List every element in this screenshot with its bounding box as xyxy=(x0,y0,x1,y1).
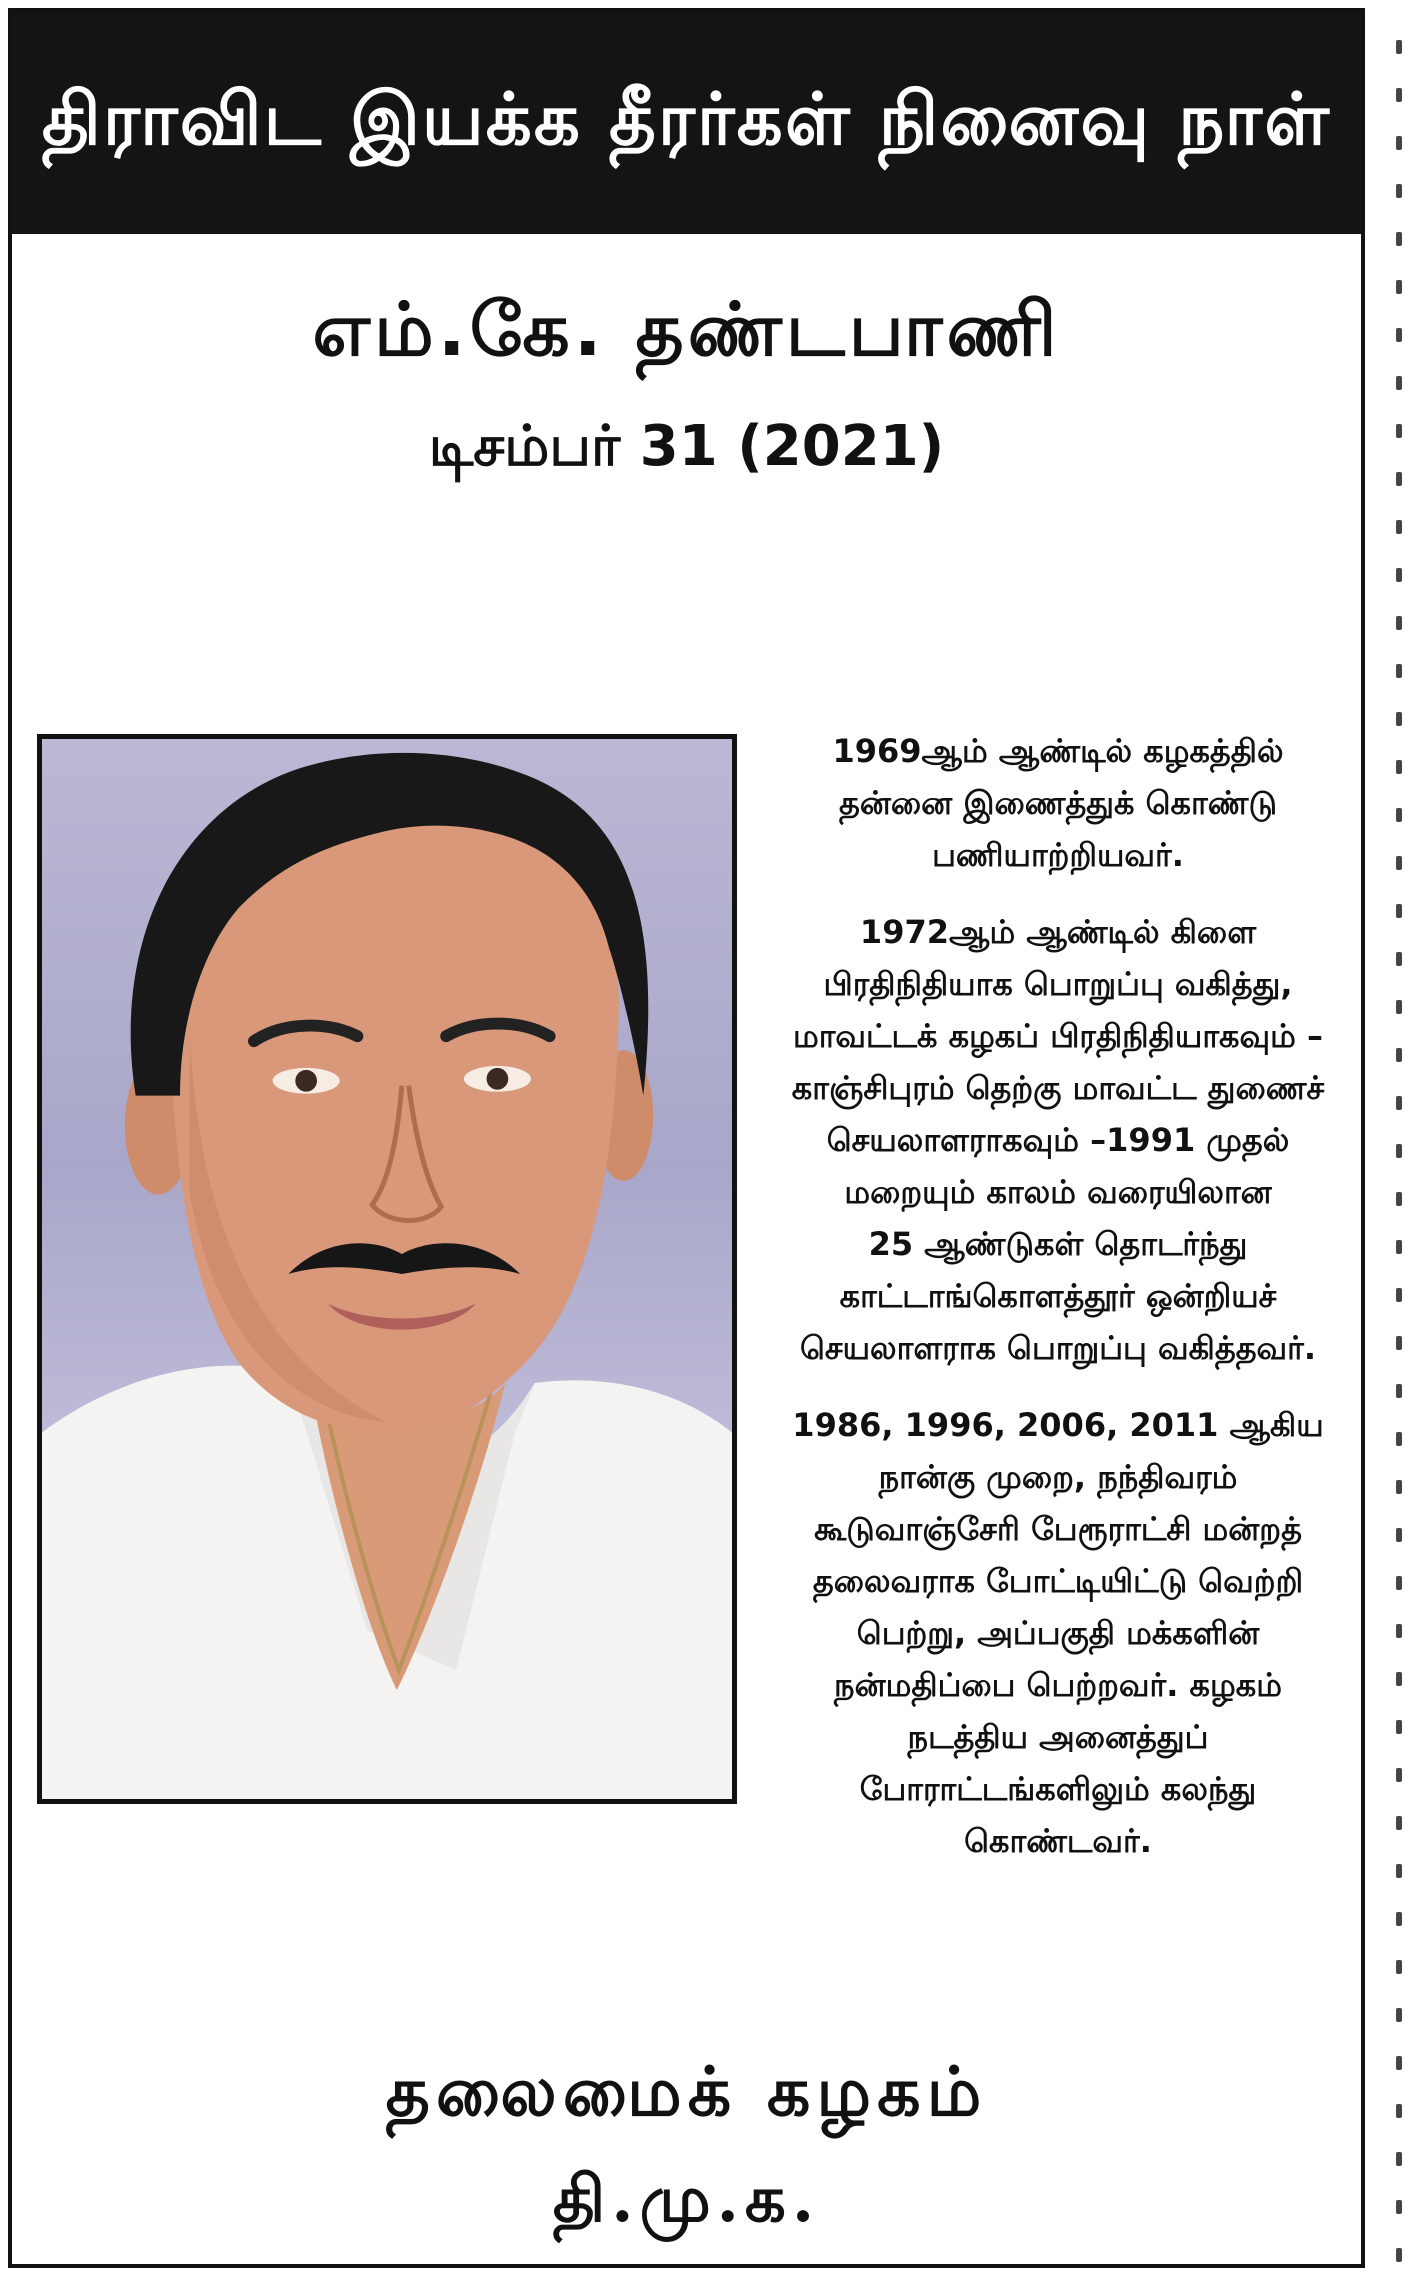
portrait-illustration xyxy=(42,739,732,1799)
edge-mark xyxy=(1396,2200,1402,2214)
bio-paragraph xyxy=(752,1399,1364,1867)
bio-line: கொண்டவர். xyxy=(964,1822,1152,1860)
edge-mark xyxy=(1396,1816,1402,1830)
edge-mark xyxy=(1396,1192,1402,1206)
edge-mark xyxy=(1396,424,1402,438)
edge-mark xyxy=(1396,1432,1402,1446)
bio-line: செயலாளராகவும் –1991 முதல் xyxy=(826,1121,1290,1159)
bio-line: தலைவராக போட்டியிட்டு வெற்றி xyxy=(812,1562,1304,1600)
bio-line: நடத்திய அனைத்துப் xyxy=(907,1718,1209,1756)
edge-mark xyxy=(1396,40,1402,54)
edge-mark xyxy=(1396,1288,1402,1302)
bio-line: தன்னை இணைத்துக் கொண்டு xyxy=(838,784,1278,822)
edge-mark xyxy=(1396,1000,1402,1014)
edge-mark xyxy=(1396,1048,1402,1062)
bio-line: 1972ஆம் ஆண்டில் கிளை xyxy=(859,913,1257,951)
edge-mark xyxy=(1396,1240,1402,1254)
bio-paragraph xyxy=(752,725,1364,881)
edge-mark xyxy=(1396,328,1402,342)
edge-mark xyxy=(1396,616,1402,630)
portrait-photo xyxy=(37,734,737,1804)
bio-line: பெற்று, அப்பகுதி மக்களின் xyxy=(856,1614,1260,1652)
biography-text xyxy=(752,725,1364,1892)
bio-line: காட்டாங்கொளத்தூர் ஒன்றியச் xyxy=(839,1277,1277,1315)
edge-mark xyxy=(1396,1624,1402,1638)
bio-line: காஞ்சிபுரம் தெற்கு மாவட்ட துணைச் xyxy=(791,1069,1325,1107)
bio-line: 1986, 1996, 2006, 2011 ஆகிய xyxy=(792,1406,1324,1444)
edge-mark xyxy=(1396,1768,1402,1782)
bio-line: பிரதிநிதியாக பொறுப்பு வகித்து, xyxy=(823,965,1293,1003)
memorial-date: டிசம்பர் 31 (2021) xyxy=(428,414,945,479)
edge-mark xyxy=(1396,2008,1402,2022)
bio-line: மாவட்டக் கழகப் பிரதிநிதியாகவும் – xyxy=(792,1017,1324,1055)
edge-mark xyxy=(1396,1912,1402,1926)
bio-line: பணியாற்றியவர். xyxy=(932,836,1184,874)
edge-mark xyxy=(1396,856,1402,870)
edge-mark xyxy=(1396,904,1402,918)
edge-mark xyxy=(1396,952,1402,966)
bio-line: 1969ஆம் ஆண்டில் கழகத்தில் xyxy=(832,732,1284,770)
edge-mark xyxy=(1396,2152,1402,2166)
edge-mark xyxy=(1396,280,1402,294)
edge-mark xyxy=(1396,1720,1402,1734)
edge-mark xyxy=(1396,1336,1402,1350)
edge-mark xyxy=(1396,1096,1402,1110)
edge-mark xyxy=(1396,1576,1402,1590)
person-name: எம்.கே. தண்டபாணி xyxy=(312,287,1061,373)
bio-line: நன்மதிப்பை பெற்றவர். கழகம் xyxy=(834,1666,1282,1704)
edge-mark xyxy=(1396,472,1402,486)
edge-mark xyxy=(1396,712,1402,726)
edge-mark xyxy=(1396,1672,1402,1686)
edge-mark xyxy=(1396,2104,1402,2118)
edge-mark xyxy=(1396,136,1402,150)
edge-mark xyxy=(1396,232,1402,246)
edge-mark xyxy=(1396,1144,1402,1158)
bio-line: நான்கு முறை, நந்திவரம் xyxy=(878,1458,1238,1496)
bio-line: கூடுவாஞ்சேரி பேரூராட்சி மன்றத் xyxy=(814,1510,1302,1548)
edge-mark xyxy=(1396,88,1402,102)
edge-mark xyxy=(1396,1384,1402,1398)
cropped-edge-strip xyxy=(1378,0,1414,2282)
edge-mark xyxy=(1396,1864,1402,1878)
bio-line: 25 ஆண்டுகள் தொடர்ந்து xyxy=(868,1225,1248,1263)
edge-mark xyxy=(1396,664,1402,678)
edge-mark xyxy=(1396,1528,1402,1542)
edge-mark xyxy=(1396,2248,1402,2262)
edge-mark xyxy=(1396,1480,1402,1494)
bio-line: மறையும் காலம் வரையிலான xyxy=(844,1173,1272,1211)
edge-mark xyxy=(1396,376,1402,390)
announcement-frame xyxy=(8,8,1365,2268)
bio-line: செயலாளராக பொறுப்பு வகித்தவர். xyxy=(799,1329,1317,1367)
edge-mark xyxy=(1396,760,1402,774)
edge-mark xyxy=(1396,520,1402,534)
edge-mark xyxy=(1396,568,1402,582)
footer-organization: தலைமைக் கழகம் xyxy=(385,2052,988,2132)
header-title: திராவிட இயக்க தீரர்கள் நினைவு நாள் xyxy=(41,75,1332,161)
footer-party-name: தி.மு.க. xyxy=(552,2162,821,2237)
edge-mark xyxy=(1396,808,1402,822)
bio-line: போராட்டங்களிலும் கலந்து xyxy=(859,1770,1257,1808)
edge-mark xyxy=(1396,2056,1402,2070)
bio-paragraph xyxy=(752,906,1364,1374)
header-band xyxy=(12,12,1361,234)
edge-mark xyxy=(1396,184,1402,198)
edge-mark xyxy=(1396,1960,1402,1974)
